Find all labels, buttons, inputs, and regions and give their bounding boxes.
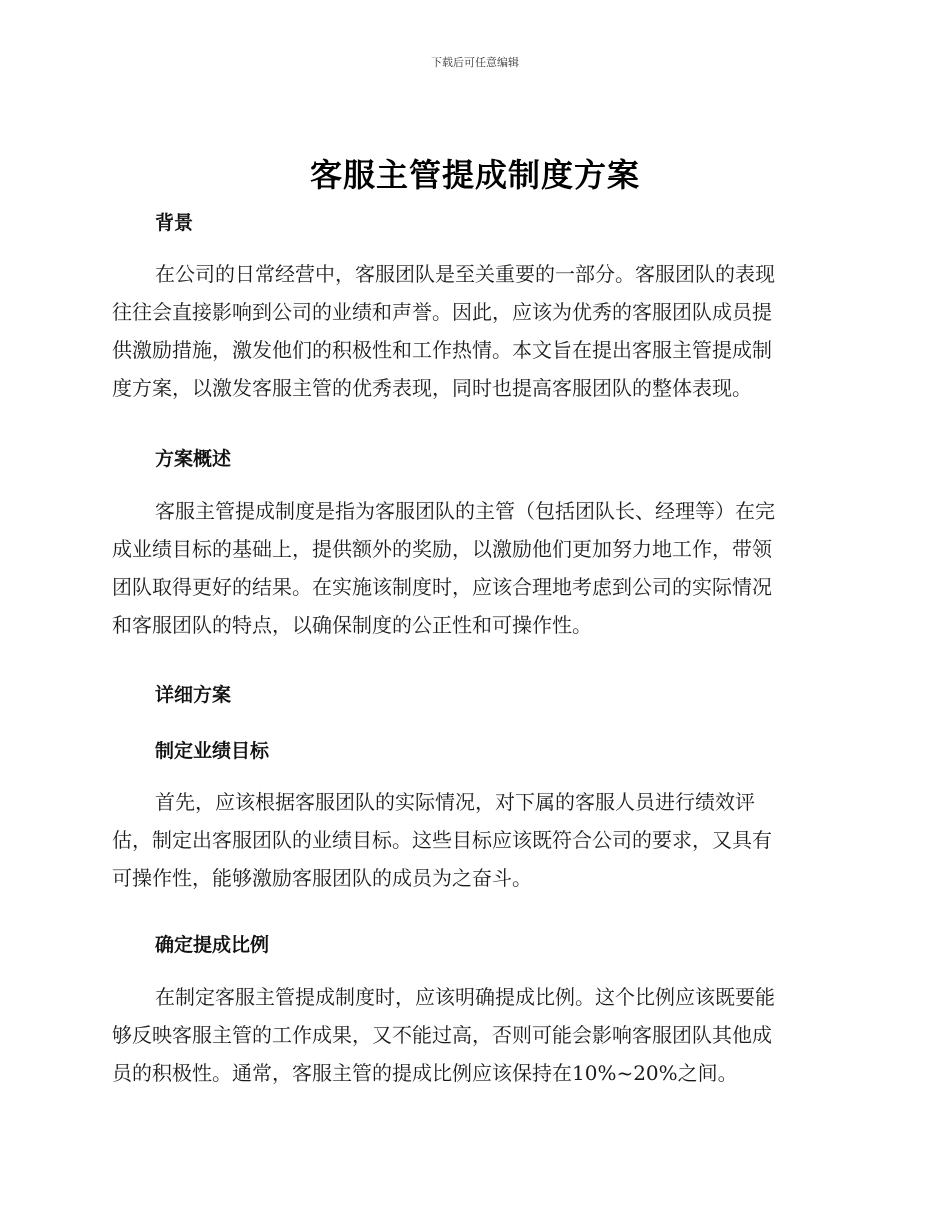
paragraph-line: 客服主管提成制度是指为客服团队的主管（包括团队长、经理等）在完 (155, 499, 775, 523)
paragraph-line: 够反映客服主管的工作成果，又不能过高，否则可能会影响客服团队其他成 (112, 1023, 772, 1047)
paragraph-line: 在制定客服主管提成制度时，应该明确提成比例。这个比例应该既要能 (155, 985, 775, 1009)
section-heading-background: 背景 (155, 212, 194, 234)
section-paragraph-set-targets (112, 783, 832, 897)
section-heading-set-targets: 制定业绩目标 (155, 740, 270, 762)
section-heading-commission-rate: 确定提成比例 (155, 934, 270, 956)
paragraph-line: 可操作性，能够激励客服团队的成员为之奋斗。 (112, 866, 532, 890)
paragraph-line: 供激励措施，激发他们的积极性和工作热情。本文旨在提出客服主管提成制 (112, 338, 772, 362)
section-heading-details: 详细方案 (155, 684, 232, 706)
page-header-note: 下载后可任意编辑 (431, 56, 519, 69)
section-paragraph-background (112, 255, 832, 407)
section-paragraph-commission-rate (112, 978, 832, 1092)
paragraph-line: 度方案，以激发客服主管的优秀表现，同时也提高客服团队的整体表现。 (112, 376, 752, 400)
paragraph-line: 在公司的日常经营中，客服团队是至关重要的一部分。客服团队的表现 (155, 262, 775, 286)
paragraph-line: 首先，应该根据客服团队的实际情况，对下属的客服人员进行绩效评 (155, 790, 755, 814)
paragraph-line: 估，制定出客服团队的业绩目标。这些目标应该既符合公司的要求，又具有 (112, 828, 772, 852)
paragraph-line: 员的积极性。通常，客服主管的提成比例应该保持在10%~20%之间。 (112, 1061, 738, 1085)
paragraph-line: 往往会直接影响到公司的业绩和声誉。因此，应该为优秀的客服团队成员提 (112, 300, 772, 324)
paragraph-line: 成业绩目标的基础上，提供额外的奖励，以激励他们更加努力地工作，带领 (112, 537, 772, 561)
paragraph-line: 团队取得更好的结果。在实施该制度时，应该合理地考虑到公司的实际情况 (112, 575, 772, 599)
section-paragraph-overview (112, 492, 832, 644)
paragraph-line: 和客服团队的特点，以确保制度的公正性和可操作性。 (112, 613, 592, 637)
document-title: 客服主管提成制度方案 (309, 156, 640, 194)
section-heading-overview: 方案概述 (155, 448, 232, 470)
